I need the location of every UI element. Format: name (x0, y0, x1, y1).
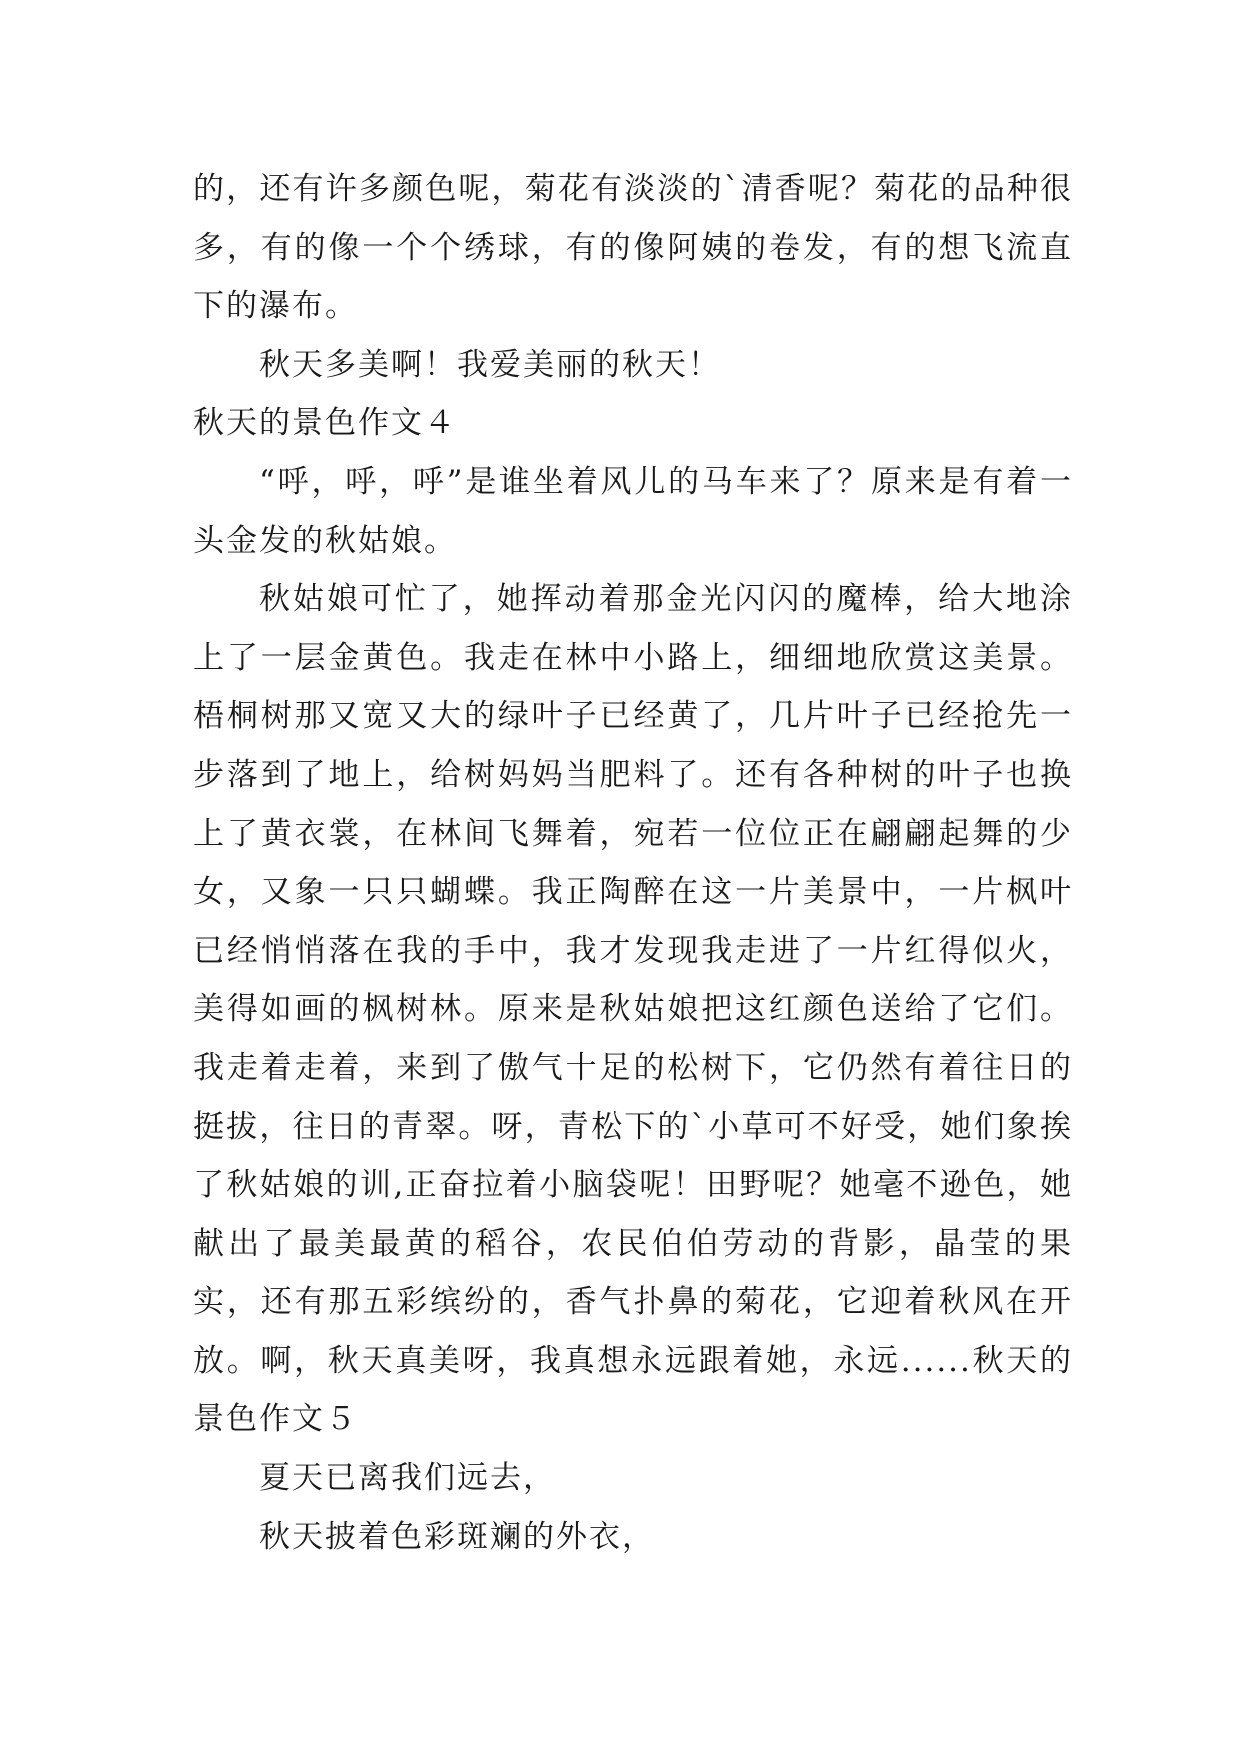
paragraph-wind-carriage: “呼，呼，呼”是谁坐着风儿的马车来了？原来是有着一头金发的秋姑娘。 (193, 463, 1073, 559)
paragraph-autumn-beautiful: 秋天多美啊！我爱美丽的秋天！ (259, 346, 721, 383)
document-body (193, 160, 1073, 1566)
section-heading-essay-4: 秋天的景色作文４ (193, 405, 457, 442)
paragraph-autumn-girl: 秋姑娘可忙了，她挥动着那金光闪闪的魔棒，给大地涂上了一层金黄色。我走在林中小路上，细细地欣赏这美景。梧桐树那又宽又大的绿叶子已经黄了，几片叶子已经抢先一步落到了地上，给树妈妈当肥料了。还有各种树的叶子也换上了黄衣裳，在林间飞舞着，宛若一位位正在翩翩起舞的少女，又象一只只蝴蝶。我正陶醉在这一片美景中，一片枫叶已经悄悄落在我的手中，我才发现我走进了一片红得似火，美得如画的枫树林。原来是秋姑娘把这红颜色送给了它们。我走着走着，来到了傲气十足的松树下，它仍然有着往日的挺拔，往日的青翠。呀，青松下的`小草可不好受，她们象挨了秋姑娘的训,正奋拉着小脑袋呢！田野呢？她毫不逊色，她献出了最美最黄的稻谷，农民伯伯劳动的背影，晶莹的果实，还有那五彩缤纷的，香气扑鼻的菊花，它迎着秋风在开放。啊，秋天真美呀，我真想永远跟着她，永远......秋天的景色作文５ (193, 581, 1073, 1438)
paragraph-summer-gone: 夏天已离我们远去， (259, 1460, 556, 1497)
paragraph-chrysanthemum: 的，还有许多颜色呢，菊花有淡淡的`清香呢？菊花的品种很多，有的像一个个绣球，有的像阿姨的卷发，有的想飞流直下的瀑布。 (193, 171, 1073, 325)
paragraph-autumn-coat: 秋天披着色彩斑斓的外衣， (259, 1518, 655, 1555)
